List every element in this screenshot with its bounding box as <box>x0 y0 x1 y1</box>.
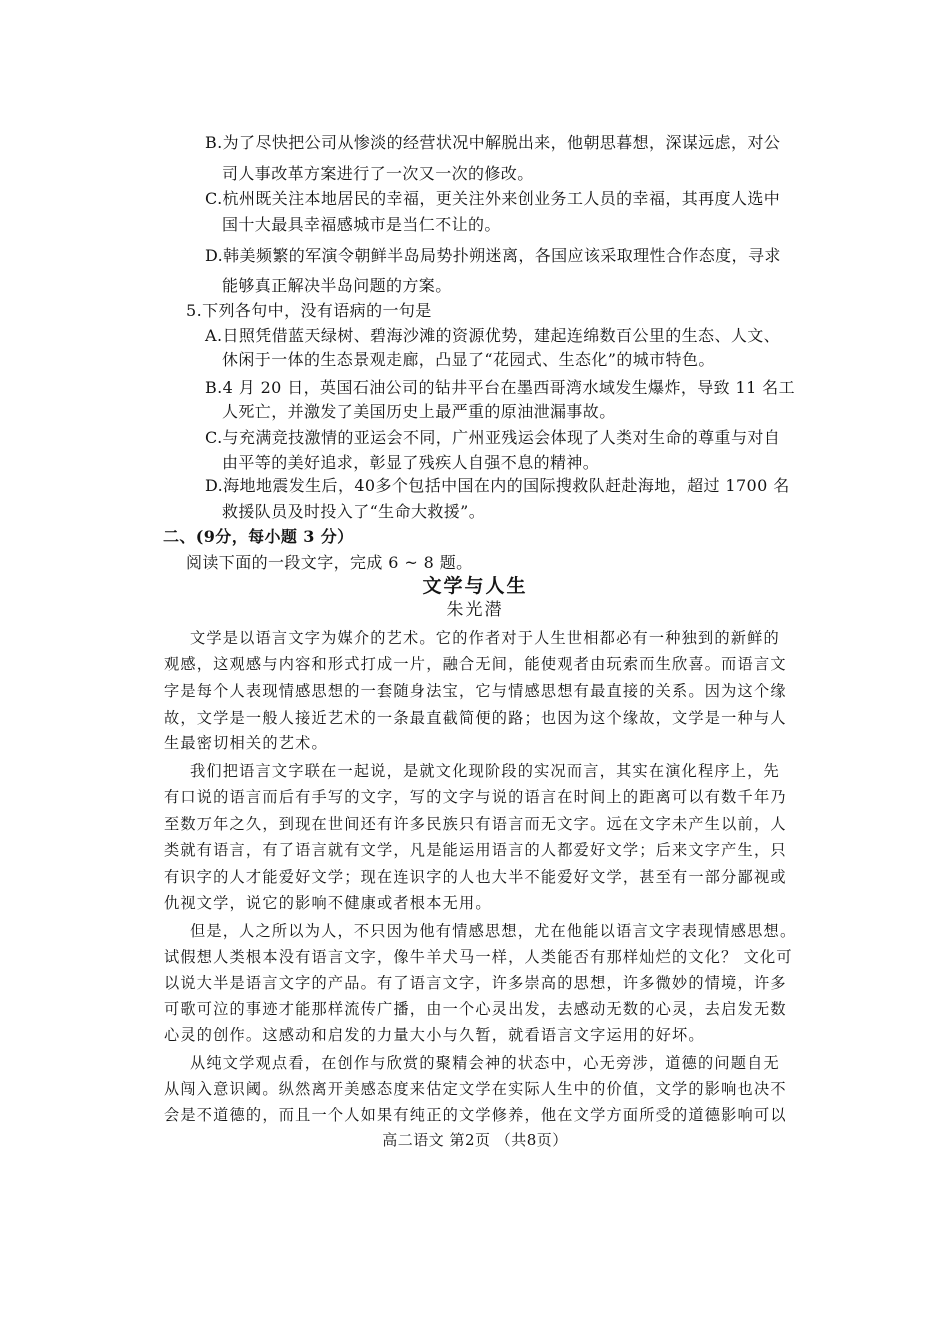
q5-option-a-line2: 休闲于一体的生态景观走廊，凸显了“花园式、生态化”的城市特色。 <box>222 350 715 369</box>
q5-option-d-line2: 救援队员及时投入了“生命大救援”。 <box>222 502 486 521</box>
passage-line: 以说大半是语言文字的产品。有了语言文字，许多崇高的思想，许多微妙的情境，许多 <box>164 974 787 992</box>
q4-option-b-line2: 司人事改革方案进行了一次又一次的修改。 <box>222 164 534 183</box>
passage-line: 从纯文学观点看，在创作与欣赏的聚精会神的状态中，心无旁涉，道德的问题自无 <box>190 1054 780 1072</box>
passage-line: 我们把语言文字联在一起说，是就文化现阶段的实况而言，其实在演化程序上，先 <box>190 762 780 780</box>
q5-option-d-line1: D.海地地震发生后，40多个包括中国在内的国际搜救队赶赴海地，超过 1700 名 <box>205 476 790 495</box>
passage-line: 从闯入意识阈。纵然离开美感态度来估定文学在实际人生中的价值，文学的影响也决不 <box>164 1080 787 1098</box>
passage-line: 仇视文学，说它的影响不健康或者根本无用。 <box>164 894 492 912</box>
q4-option-d-line2: 能够真正解决半岛问题的方案。 <box>222 276 452 295</box>
q4-option-c-line1: C.杭州既关注本地居民的幸福，更关注外来创业务工人员的幸福，其再度人选中 <box>205 189 781 208</box>
q5-option-a-line1: A.日照凭借蓝天绿树、碧海沙滩的资源优势，建起连绵数百公里的生态、人文、 <box>205 326 781 345</box>
q5-option-b-line1: B.4 月 20 日，英国石油公司的钻井平台在墨西哥湾水域发生爆炸，导致 11 名工 <box>205 378 795 397</box>
passage-line: 观感，这观感与内容和形式打成一片，融合无间，能使观者由玩索而生欣喜。而语言文 <box>164 655 787 673</box>
article-title: 文学与人生 <box>422 575 528 597</box>
passage-line: 类就有语言，有了语言就有文学，凡是能运用语言的人都爱好文学；后来文字产生，只 <box>164 841 787 859</box>
passage-line: 有识字的人才能爱好文学；现在连识字的人也大半不能爱好文学，甚至有一部分鄙视或 <box>164 868 787 886</box>
q5-option-b-line2: 人死亡，并激发了美国历史上最严重的原油泄漏事故。 <box>222 402 616 421</box>
passage-line: 生最密切相关的艺术。 <box>164 734 328 752</box>
q5-option-c-line2: 由平等的美好追求，彰显了残疾人自强不息的精神。 <box>222 453 600 472</box>
q4-option-b-line1: B.为了尽快把公司从惨淡的经营状况中解脱出来，他朝思暮想，深谋远虑，对公 <box>205 133 781 152</box>
article-author: 朱光潜 <box>446 600 504 620</box>
passage-line: 试假想人类根本没有语言文字，像牛羊犬马一样，人类能否有那样灿烂的文化？ 文化可 <box>164 948 793 966</box>
passage-line: 心灵的创作。这感动和启发的力量大小与久暂，就看语言文字运用的好坏。 <box>164 1026 705 1044</box>
q5-stem: 5.下列各句中，没有语病的一句是 <box>186 301 432 320</box>
reading-instruction: 阅读下面的一段文字，完成 6 ~ 8 题。 <box>186 553 473 572</box>
passage-line: 字是每个人表现情感思想的一套随身法宝，它与情感思想有最直接的关系。因为这个缘 <box>164 682 787 700</box>
passage-line: 文学是以语言文字为媒介的艺术。它的作者对于人生世相都必有一种独到的新鲜的 <box>190 629 780 647</box>
passage-line: 至数万年之久，到现在世间还有许多民族只有语言而无文字。远在文字未产生以前，人 <box>164 815 787 833</box>
q4-option-c-line2: 国十大最具幸福感城市是当仁不让的。 <box>222 215 501 234</box>
passage-line: 会是不道德的，而且一个人如果有纯正的文学修养，他在文学方面所受的道德影响可以 <box>164 1106 787 1124</box>
section-heading: 二、(9分，每小题 3 分） <box>163 527 354 546</box>
passage-line: 但是，人之所以为人，不只因为他有情感思想，尤在他能以语言文字表现情感思想。 <box>190 922 797 940</box>
page-footer: 高二语文 第2页 （共8页） <box>382 1131 568 1149</box>
q4-option-d-line1: D.韩美频繁的军演令朝鲜半岛局势扑朔迷离，各国应该采取理性合作态度，寻求 <box>205 246 781 265</box>
q5-option-c-line1: C.与充满竞技激情的亚运会不同，广州亚残运会体现了人类对生命的尊重与对自 <box>205 428 781 447</box>
passage-line: 可歌可泣的事迹才能那样流传广播，由一个心灵出发，去感动无数的心灵，去启发无数 <box>164 1000 787 1018</box>
passage-line: 故，文学是一般人接近艺术的一条最直截简便的路；也因为这个缘故，文学是一种与人 <box>164 709 787 727</box>
passage-line: 有口说的语言而后有手写的文字，写的文字与说的语言在时间上的距离可以有数千年乃 <box>164 788 787 806</box>
